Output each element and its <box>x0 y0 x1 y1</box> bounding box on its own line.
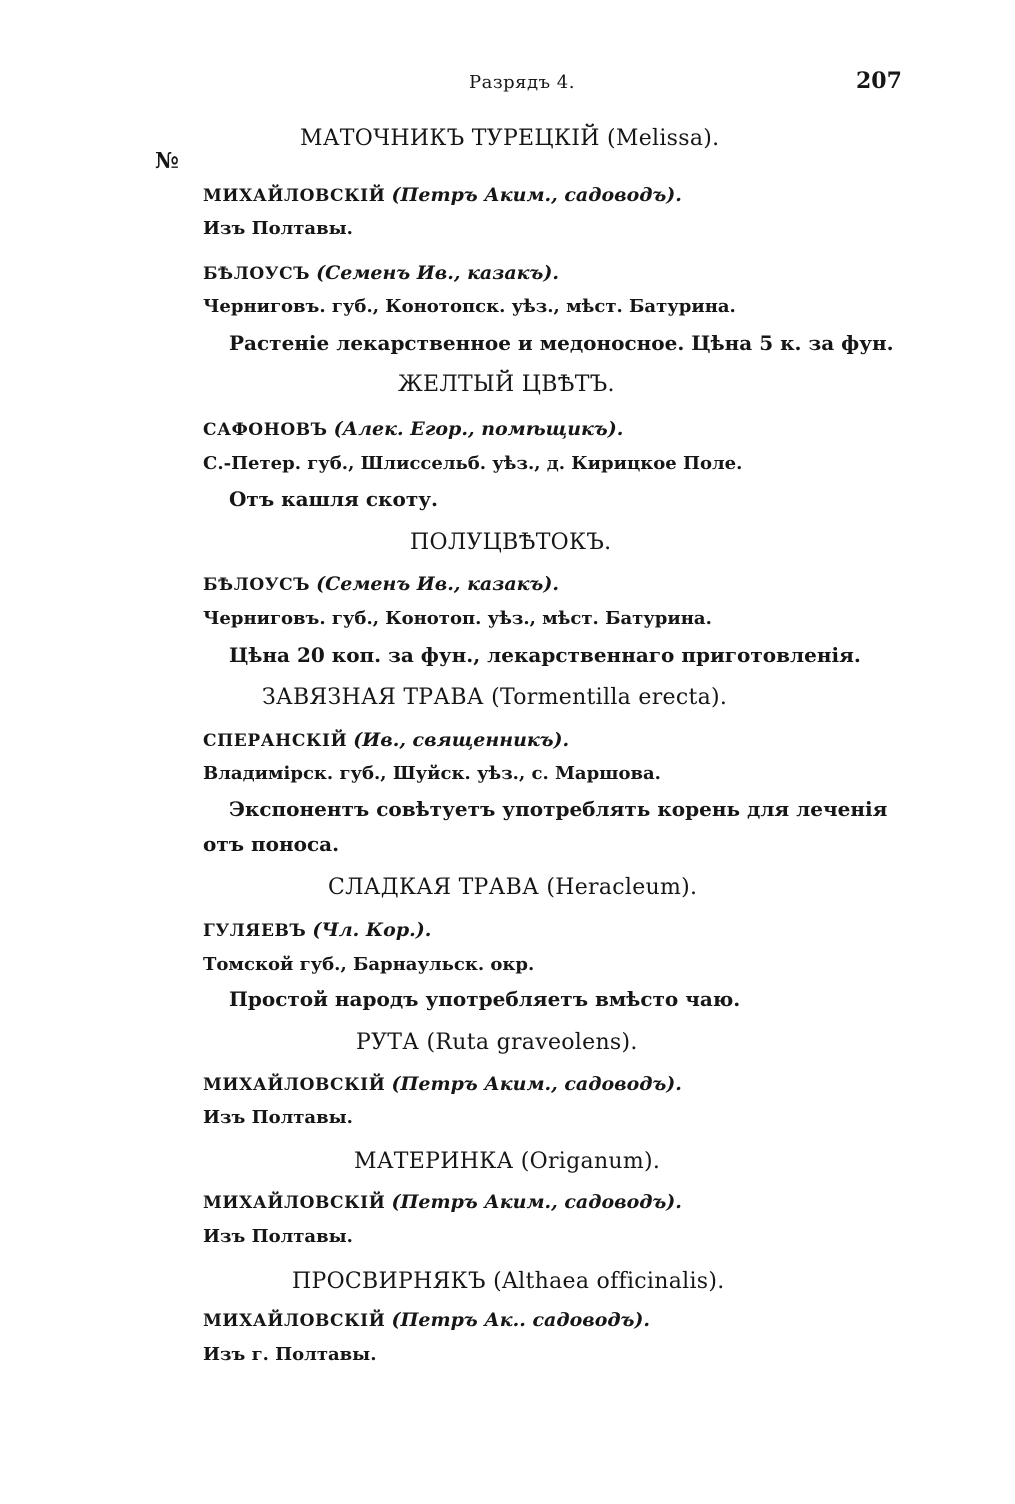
exhibitor-name: ГУЛЯЕВЪ <box>203 921 307 941</box>
exhibitor-note: Растеніе лекарственное и медоносное. Цѣна 5 к. за фун. <box>229 331 894 355</box>
exhibitor-line <box>203 1073 682 1095</box>
entry-heading: ЖЕЛТЫЙ ЦВѢТЪ. <box>398 372 615 397</box>
exhibitor-note: Отъ кашля скоту. <box>229 487 438 511</box>
exhibitor-info: (Семенъ Ив., казакъ). <box>316 573 559 595</box>
exhibitor-info: (Петръ Аким., садоводъ). <box>391 1191 682 1213</box>
exhibitor-info: (Петръ Ак.. садоводъ). <box>391 1309 651 1331</box>
entry-heading: МАТЕРИНКА (Origanum). <box>354 1149 661 1174</box>
exhibitor-info: (Семенъ Ив., казакъ). <box>316 262 559 284</box>
exhibitor-name: СПЕРАНСКІЙ <box>203 731 348 751</box>
entry-heading: СЛАДКАЯ ТРАВА (Heracleum). <box>328 875 698 900</box>
page-number: 207 <box>856 68 902 94</box>
exhibitor-note: Цѣна 20 коп. за фун., лекарственнаго приготовленія. <box>229 643 861 667</box>
exhibitor-note: отъ поноса. <box>203 832 340 856</box>
exhibitor-line <box>203 729 569 751</box>
exhibitor-place: Изъ Полтавы. <box>203 218 353 239</box>
entry-heading: ПРОСВИРНЯКЪ (Althaea officinalis). <box>292 1269 725 1294</box>
exhibitor-note: Простой народъ употребляетъ вмѣсто чаю. <box>229 987 741 1011</box>
exhibitor-line <box>203 184 682 206</box>
exhibitor-line <box>203 1309 650 1331</box>
entry-heading: ПОЛУЦВѢТОКЪ. <box>410 530 612 555</box>
numero-sign: № <box>155 148 179 174</box>
exhibitor-line <box>203 919 431 941</box>
exhibitor-place: Черниговъ. губ., Конотоп. уѣз., мѣст. Батурина. <box>203 608 712 629</box>
entry-heading: РУТА (Ruta graveolens). <box>356 1030 638 1055</box>
running-head: Разрядъ 4. <box>469 72 575 93</box>
exhibitor-info: (Петръ Аким., садоводъ). <box>391 1073 682 1095</box>
exhibitor-name: БѢЛОУСЪ <box>203 575 311 595</box>
exhibitor-name: МИХАЙЛОВСКІЙ <box>203 1075 386 1095</box>
exhibitor-line <box>203 418 623 440</box>
exhibitor-place: Изъ г. Полтавы. <box>203 1344 377 1365</box>
exhibitor-place: Изъ Полтавы. <box>203 1226 353 1247</box>
exhibitor-place: Изъ Полтавы. <box>203 1107 353 1128</box>
entry-heading: ЗАВЯЗНАЯ ТРАВА (Tormentilla erecta). <box>262 685 728 710</box>
exhibitor-line <box>203 1191 682 1213</box>
exhibitor-info: (Петръ Аким., садоводъ). <box>391 184 682 206</box>
exhibitor-note: Экспонентъ совѣтуетъ употреблять корень для леченія <box>229 797 888 821</box>
exhibitor-place: Черниговъ. губ., Конотопск. уѣз., мѣст. Батурина. <box>203 296 736 317</box>
exhibitor-name: МИХАЙЛОВСКІЙ <box>203 1193 386 1213</box>
exhibitor-line <box>203 262 559 284</box>
exhibitor-place: Томской губ., Барнаульск. окр. <box>203 954 535 975</box>
exhibitor-place: Владимірск. губ., Шуйск. уѣз., с. Маршова. <box>203 763 661 784</box>
exhibitor-name: МИХАЙЛОВСКІЙ <box>203 186 386 206</box>
exhibitor-info: (Ив., священникъ). <box>353 729 570 751</box>
entry-heading: МАТОЧНИКЪ ТУРЕЦКІЙ (Melissa). <box>300 126 720 151</box>
exhibitor-place: С.-Петер. губ., Шлиссельб. уѣз., д. Кирицкое Поле. <box>203 453 743 474</box>
exhibitor-info: (Чл. Кор.). <box>312 919 432 941</box>
exhibitor-info: (Алек. Егор., помѣщикъ). <box>333 418 624 440</box>
exhibitor-name: САФОНОВЪ <box>203 420 328 440</box>
exhibitor-name: БѢЛОУСЪ <box>203 264 311 284</box>
exhibitor-name: МИХАЙЛОВСКІЙ <box>203 1311 386 1331</box>
exhibitor-line <box>203 573 559 595</box>
